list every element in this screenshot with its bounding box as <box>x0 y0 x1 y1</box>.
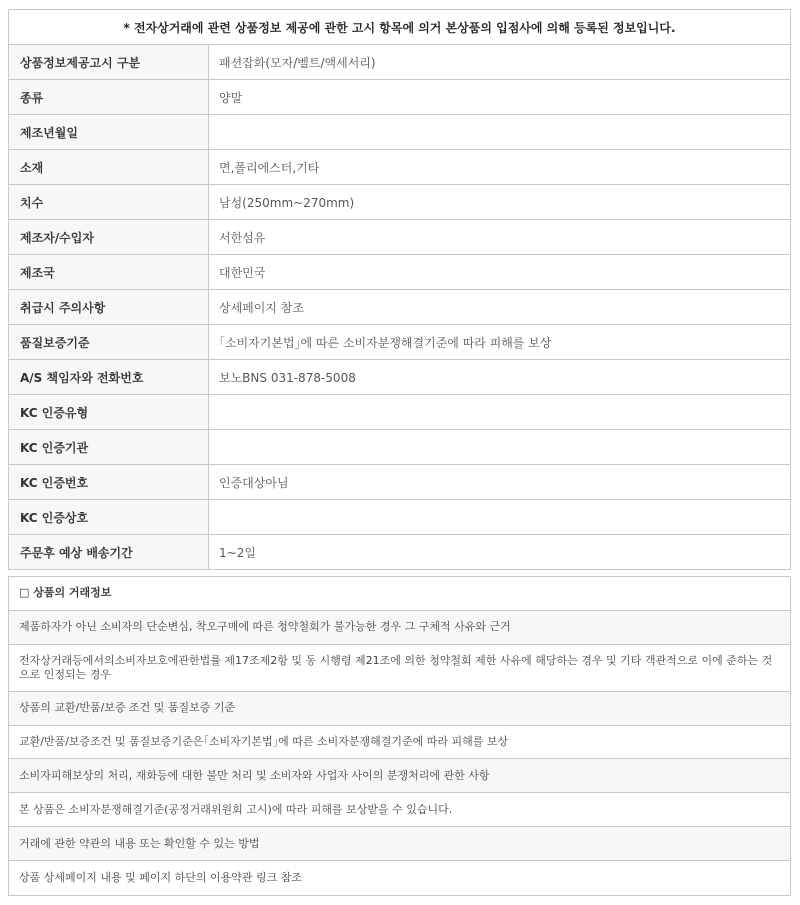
info-value <box>209 395 790 429</box>
info-row <box>9 430 790 465</box>
info-row <box>9 500 790 535</box>
info-value: 보노BNS 031-878-5008 <box>219 370 356 385</box>
info-row <box>9 220 790 255</box>
info-value: 면,폴리에스터,기타 <box>219 160 320 175</box>
info-value: 인증대상아님 <box>219 475 289 490</box>
trade-question: 소비자피해보상의 처리, 재화등에 대한 불만 처리 및 소비자와 사업자 사이의 분쟁처리에 관한 사항 <box>9 759 790 793</box>
info-row <box>9 465 790 500</box>
product-info-table <box>8 9 791 570</box>
trade-answer: 전자상거래등에서의소비자보호에관한법률 제17조제2항 및 동 시행령 제21조에 의한 청약철회 제한 사유에 해당하는 경우 및 기타 객관적으로 이에 준하는 것으로 인정되는 경우 <box>9 645 790 692</box>
info-value <box>209 430 790 464</box>
info-label: KC 인증유형 <box>9 395 209 429</box>
info-label: 소재 <box>9 150 209 184</box>
info-value: 양말 <box>219 90 243 105</box>
info-row <box>9 395 790 430</box>
info-row <box>9 535 790 569</box>
info-label: KC 인증상호 <box>9 500 209 534</box>
info-label: A/S 책임자와 전화번호 <box>9 360 209 394</box>
trade-info-table <box>8 576 791 896</box>
info-row <box>9 360 790 395</box>
info-value <box>209 500 790 534</box>
info-value <box>209 115 790 149</box>
info-row <box>9 325 790 360</box>
info-label: 종류 <box>9 80 209 114</box>
info-row <box>9 115 790 150</box>
info-value: ｢소비자기본법｣에 따른 소비자분쟁해결기준에 따라 피해를 보상 <box>219 335 552 350</box>
info-label: 상품정보제공고시 구분 <box>9 45 209 79</box>
trade-answer: 상품 상세페이지 내용 및 페이지 하단의 이용약관 링크 참조 <box>19 871 302 885</box>
trade-answer: 교환/반품/보증조건 및 품질보증기준은｢소비자기본법｣에 따른 소비자분쟁해결기준에 따라 피해를 보상 <box>9 726 790 760</box>
info-rows <box>9 45 790 569</box>
info-row <box>9 255 790 290</box>
info-row <box>9 45 790 80</box>
info-value: 패션잡화(모자/벨트/액세서리) <box>219 55 376 70</box>
trade-answer: 본 상품은 소비자분쟁해결기준(공정거래위원회 고시)에 따라 피해를 보상받을 수 있습니다. <box>9 793 790 827</box>
info-label: 치수 <box>9 185 209 219</box>
trade-info-title: □ 상품의 거래정보 <box>9 577 790 611</box>
info-label: KC 인증기관 <box>9 430 209 464</box>
info-label: 제조자/수입자 <box>9 220 209 254</box>
info-label: 품질보증기준 <box>9 325 209 359</box>
info-row <box>9 185 790 220</box>
info-label: 취급시 주의사항 <box>9 290 209 324</box>
info-label: KC 인증번호 <box>9 465 209 499</box>
info-value: 1~2일 <box>219 545 256 560</box>
info-label: 제조국 <box>9 255 209 289</box>
info-row <box>9 80 790 115</box>
info-row <box>9 150 790 185</box>
info-value: 서한섬유 <box>219 230 266 245</box>
notice-header: * 전자상거래에 관련 상품정보 제공에 관한 고시 항목에 의거 본상품의 입점사에 의해 등록된 정보입니다. <box>9 10 790 45</box>
trade-question: 상품의 교환/반품/보증 조건 및 품질보증 기준 <box>9 692 790 726</box>
info-row <box>9 290 790 325</box>
trade-question: 제품하자가 아닌 소비자의 단순변심, 착오구매에 따른 청약철회가 불가능한 경우 그 구체적 사유와 근거 <box>9 611 790 645</box>
trade-question: 거래에 관한 약관의 내용 또는 확인할 수 있는 방법 <box>9 827 790 861</box>
info-label: 주문후 예상 배송기간 <box>9 535 209 569</box>
info-value: 남성(250mm~270mm) <box>219 195 355 210</box>
info-value: 상세페이지 참조 <box>219 300 304 315</box>
info-label: 제조년월일 <box>9 115 209 149</box>
info-value: 대한민국 <box>219 265 266 280</box>
